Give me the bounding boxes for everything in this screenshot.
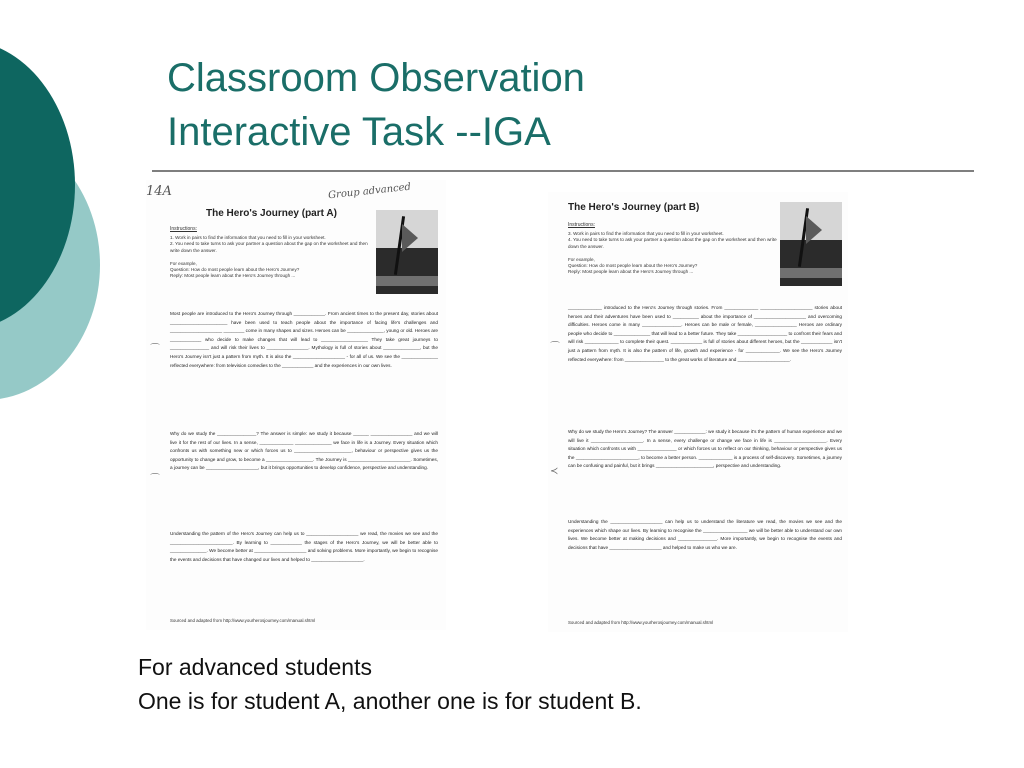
margin-mark: ≺ (550, 466, 559, 477)
worksheet-a-paragraph-2: Why do we study the _______________? The answer is simple: we study it because ______ ________________ and we will live it for the rest of our lives. In a sense, _____________ ______________ we face in life is a Journey. Every situation which confronts us with something new or which forces us to ______________________, behaviour or perspective gives us the opportunity to change and grow, to become a __________________. The Journey is ________________________. Sometimes, a journey can be ____________________, but it brings opportunities to develop confidence, perspective and understanding. (170, 431, 438, 471)
worksheet-b-image (548, 192, 848, 632)
worksheet-a-paragraph-3: Understanding the pattern of the Hero's Journey can help us to ____________________ we read, the movies we see and the ________________________. By learning to ____________ the stages of the Hero's Journey, we will be better able to ______________. We become better at ____________________ and solving problems. More importantly, we begin to recognise the events and decisions that have changed our lives and helped to ____________________. (170, 531, 438, 562)
worksheet-b-paragraph-2: Why do we study the Hero's Journey? The answer ____________: we study it because it's the pattern of human experience and we will live it ____________________. In a sense, every challenge or change we face in life is ____________________. Every situation which confronts us with _______________ or which forces us to reflect on our thinking, behaviour or perspective gives us the ________________________, to become a better person. _____________ is a process of self-discovery. Sometimes, a journey can be confusing and painful, but it brings ______________________, perspective and understanding. (568, 429, 842, 469)
worksheet-b-instructions: 3. Work in pairs to find the information that you need to fill in your worksheet. 4. You need to take turns to ask your partner a question about the gap on the worksheet and then write down the answer. For example, Question: How do most people learn about the Hero's Journey? Reply: Most people learn about the Hero's Journey through ... (568, 231, 777, 275)
worksheet-a-title: The Hero's Journey (part A) (206, 208, 337, 219)
worksheet-b-paragraph-3: Understanding the ____________________ can help us to understand the literature we read, the movies we see and the experiences which shape our lives. By learning to recognise the _________________ we will be better able to understand our own lives. We become better at making decisions and _______________. More importantly, we begin to recognise the events and decisions that have ____________________ and helped to make us who we are. (568, 519, 842, 550)
worksheet-b-title: The Hero's Journey (part B) (568, 202, 700, 213)
handwritten-group-note: Group advanced (327, 181, 412, 202)
worksheet-a-instructions: 1. Work in pairs to find the information that you need to fill in your worksheet. 2. You need to take turns to ask your partner a question about the gap on the worksheet and then write down the answer. For example, Question: How do most people learn about the Hero's Journey? Reply: Most people learn about the Hero's Journey through ... (170, 235, 368, 279)
worksheet-a-ship-illustration (376, 210, 438, 294)
worksheet-b-paragraph-1: _____________ introduced to the Hero's Journey through stories. From _____________ ____________________ stories about heroes and their adventures have been used to __________ about the importance of ____________________ and overcoming difficulties. Heroes come in many _______________. Heroes can be male or female, ________________ Heroes are ordinary people who decide to ______________ that will lead to a better future. They take ___________________ to confront their fears and will risk _____________ to complete their quest. ____________ is full of stories about different heroes, but the ____________ isn't just a pattern from myth. It is also the pattern of life, growth and experience - for _____________. We see the Hero's Journey reflected everywhere: from _______________ to the great works of literature and ____________________. (568, 305, 842, 362)
slide-title-line-1: Classroom Observation (167, 56, 585, 100)
worksheet-a-paragraph-1: Most people are introduced to the Hero's Journey through ____________. From ancient times to the present day, stories about ______________________ have been used to teach people about the importance of facing life's challenges and ____________________ ________ come in many shapes and sizes. Heroes can be ______________, young or old. Heroes are ____________ who decide to make changes that will lead to __________________ They take great journeys to _______________ and will risk their lives to ________________. Mythology is full of stories about ______________, but the Hero's Journey isn't just a pattern from myth. It is also the ____________________ - for all of us. We see the ______________ reflected everywhere: from television comedies to the ____________ and the experiences in our own lives. (170, 311, 438, 368)
margin-mark: ⌒ (150, 344, 160, 355)
worksheet-a-source: Sourced and adapted from http://www.yourherosjourney.com/manual.shtml (170, 618, 316, 623)
margin-mark: ⌒ (550, 342, 560, 353)
handwritten-code: 14A (146, 184, 172, 199)
caption-line-2: One is for student A, another one is for student B. (138, 688, 642, 714)
worksheet-b-instructions-heading: Instructions: (568, 222, 595, 228)
caption-line-1: For advanced students (138, 654, 372, 680)
worksheet-b-ship-illustration (780, 202, 842, 286)
worksheet-a-image (146, 180, 446, 630)
worksheet-a-instructions-heading: Instructions: (170, 226, 197, 232)
worksheet-b-source: Sourced and adapted from http://www.yourherosjourney.com/manual.shtml (568, 620, 714, 625)
margin-mark: ⌒ (150, 474, 160, 485)
slide-title-line-2: Interactive Task --IGA (167, 110, 551, 154)
title-divider (152, 170, 974, 172)
